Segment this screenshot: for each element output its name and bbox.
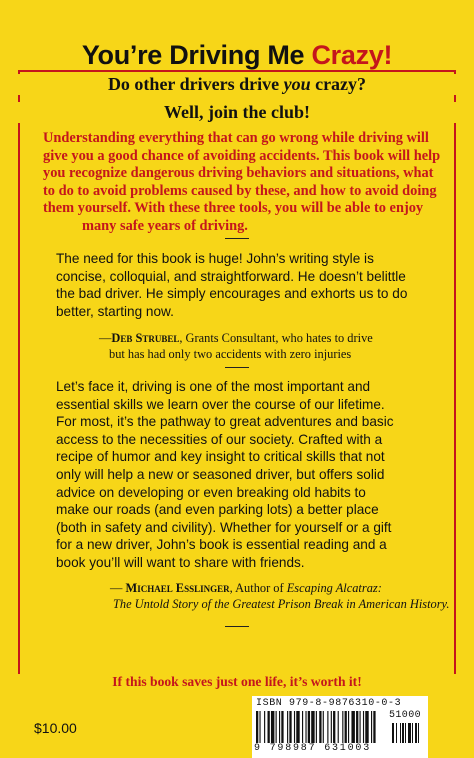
attr-dash: — [110,581,126,595]
attr-role: , Grants Consultant, who hates to drive [179,331,373,345]
quote-line: the bad driver. He simply encourages and exhorts us to do [56,286,408,302]
quote-line: concise, colloquial, and straightforward. He doesn’t belittle [56,268,406,284]
closing-line: If this book saves just one life, it’s worth it! [0,674,474,690]
quote-line: Let’s face it, driving is one of the most important and [56,379,371,394]
quote-line: make our roads (and even parking lots) a better place [56,502,379,518]
intro-line: many safe years of driving. [82,217,248,234]
quote-line: essential skills we learn over the course of our lifetime. [56,396,385,412]
testimonial-1-attribution [99,330,459,362]
attr-dash: — [99,331,112,345]
book-title [0,40,474,71]
attr-name: Michael Esslinger [125,581,230,595]
divider [225,626,249,627]
isbn-barcode [252,696,428,758]
intro-line: you recognize dangerous driving behaviors and situations, what [43,165,434,182]
addon-number: 51000 [389,710,422,721]
intro-line: give you a good chance of avoiding accidents. This book will help [43,147,441,164]
quote-line: book you’ll will want to share with friends. [56,554,305,570]
price-label: $10.00 [34,720,77,736]
tagline-q-em: you [283,74,311,94]
quote-line: advice on developing or even breaking old habits to [56,484,366,500]
title-text: You’re Driving Me [81,40,312,70]
quote-line: (both in safety and civility). Whether for yourself or a gift [56,519,392,535]
quote-line: The need for this book is huge! John’s writing style is [56,251,374,266]
divider [225,238,249,239]
title-highlight: Crazy! [311,40,393,70]
attr-book-title: Escaping Alcatraz: [286,581,382,595]
quote-line: only will help a new or seasoned driver, but offers solid [56,466,385,482]
quote-line: For most, it’s the pathway to great adventures and basic [56,414,394,430]
tagline-club: Well, join the club! [0,102,474,123]
intro-paragraph [43,130,443,236]
intro-line: to do to avoid problems caused by these, and how to avoid doing [43,182,437,199]
attr-line2: but has had only two accidents with zero injuries [109,347,352,361]
divider [225,367,249,368]
intro-line: them yourself. With these three tools, you will be able to enjoy [43,200,424,217]
testimonial-2-attribution [110,580,460,612]
attr-name: Deb Strubel [111,331,180,345]
tagline-q-b: crazy? [310,74,367,94]
quote-line: recipe of humor and key insight to critical skills that not [56,449,385,465]
tagline-question [0,74,474,95]
attr-book-subtitle: The Untold Story of the Greatest Prison Break in American History. [113,597,450,611]
testimonial-2 [56,378,456,572]
testimonial-1 [56,250,456,320]
isbn-label: ISBN 979-8-9876310-0-3 [256,698,402,709]
tagline-q-a: Do other drivers drive [107,74,284,94]
quote-line: better, starting now. [56,303,174,319]
barcode-digits: 9 798987 631003 [254,743,372,754]
quote-line: access to the necessities of our society. Crafted with a [56,431,383,447]
quote-line: for a new driver, John’s book is essential reading and a [56,537,387,553]
intro-line: Understanding everything that can go wrong while driving will [43,130,429,146]
attr-role: , Author of [229,581,287,595]
